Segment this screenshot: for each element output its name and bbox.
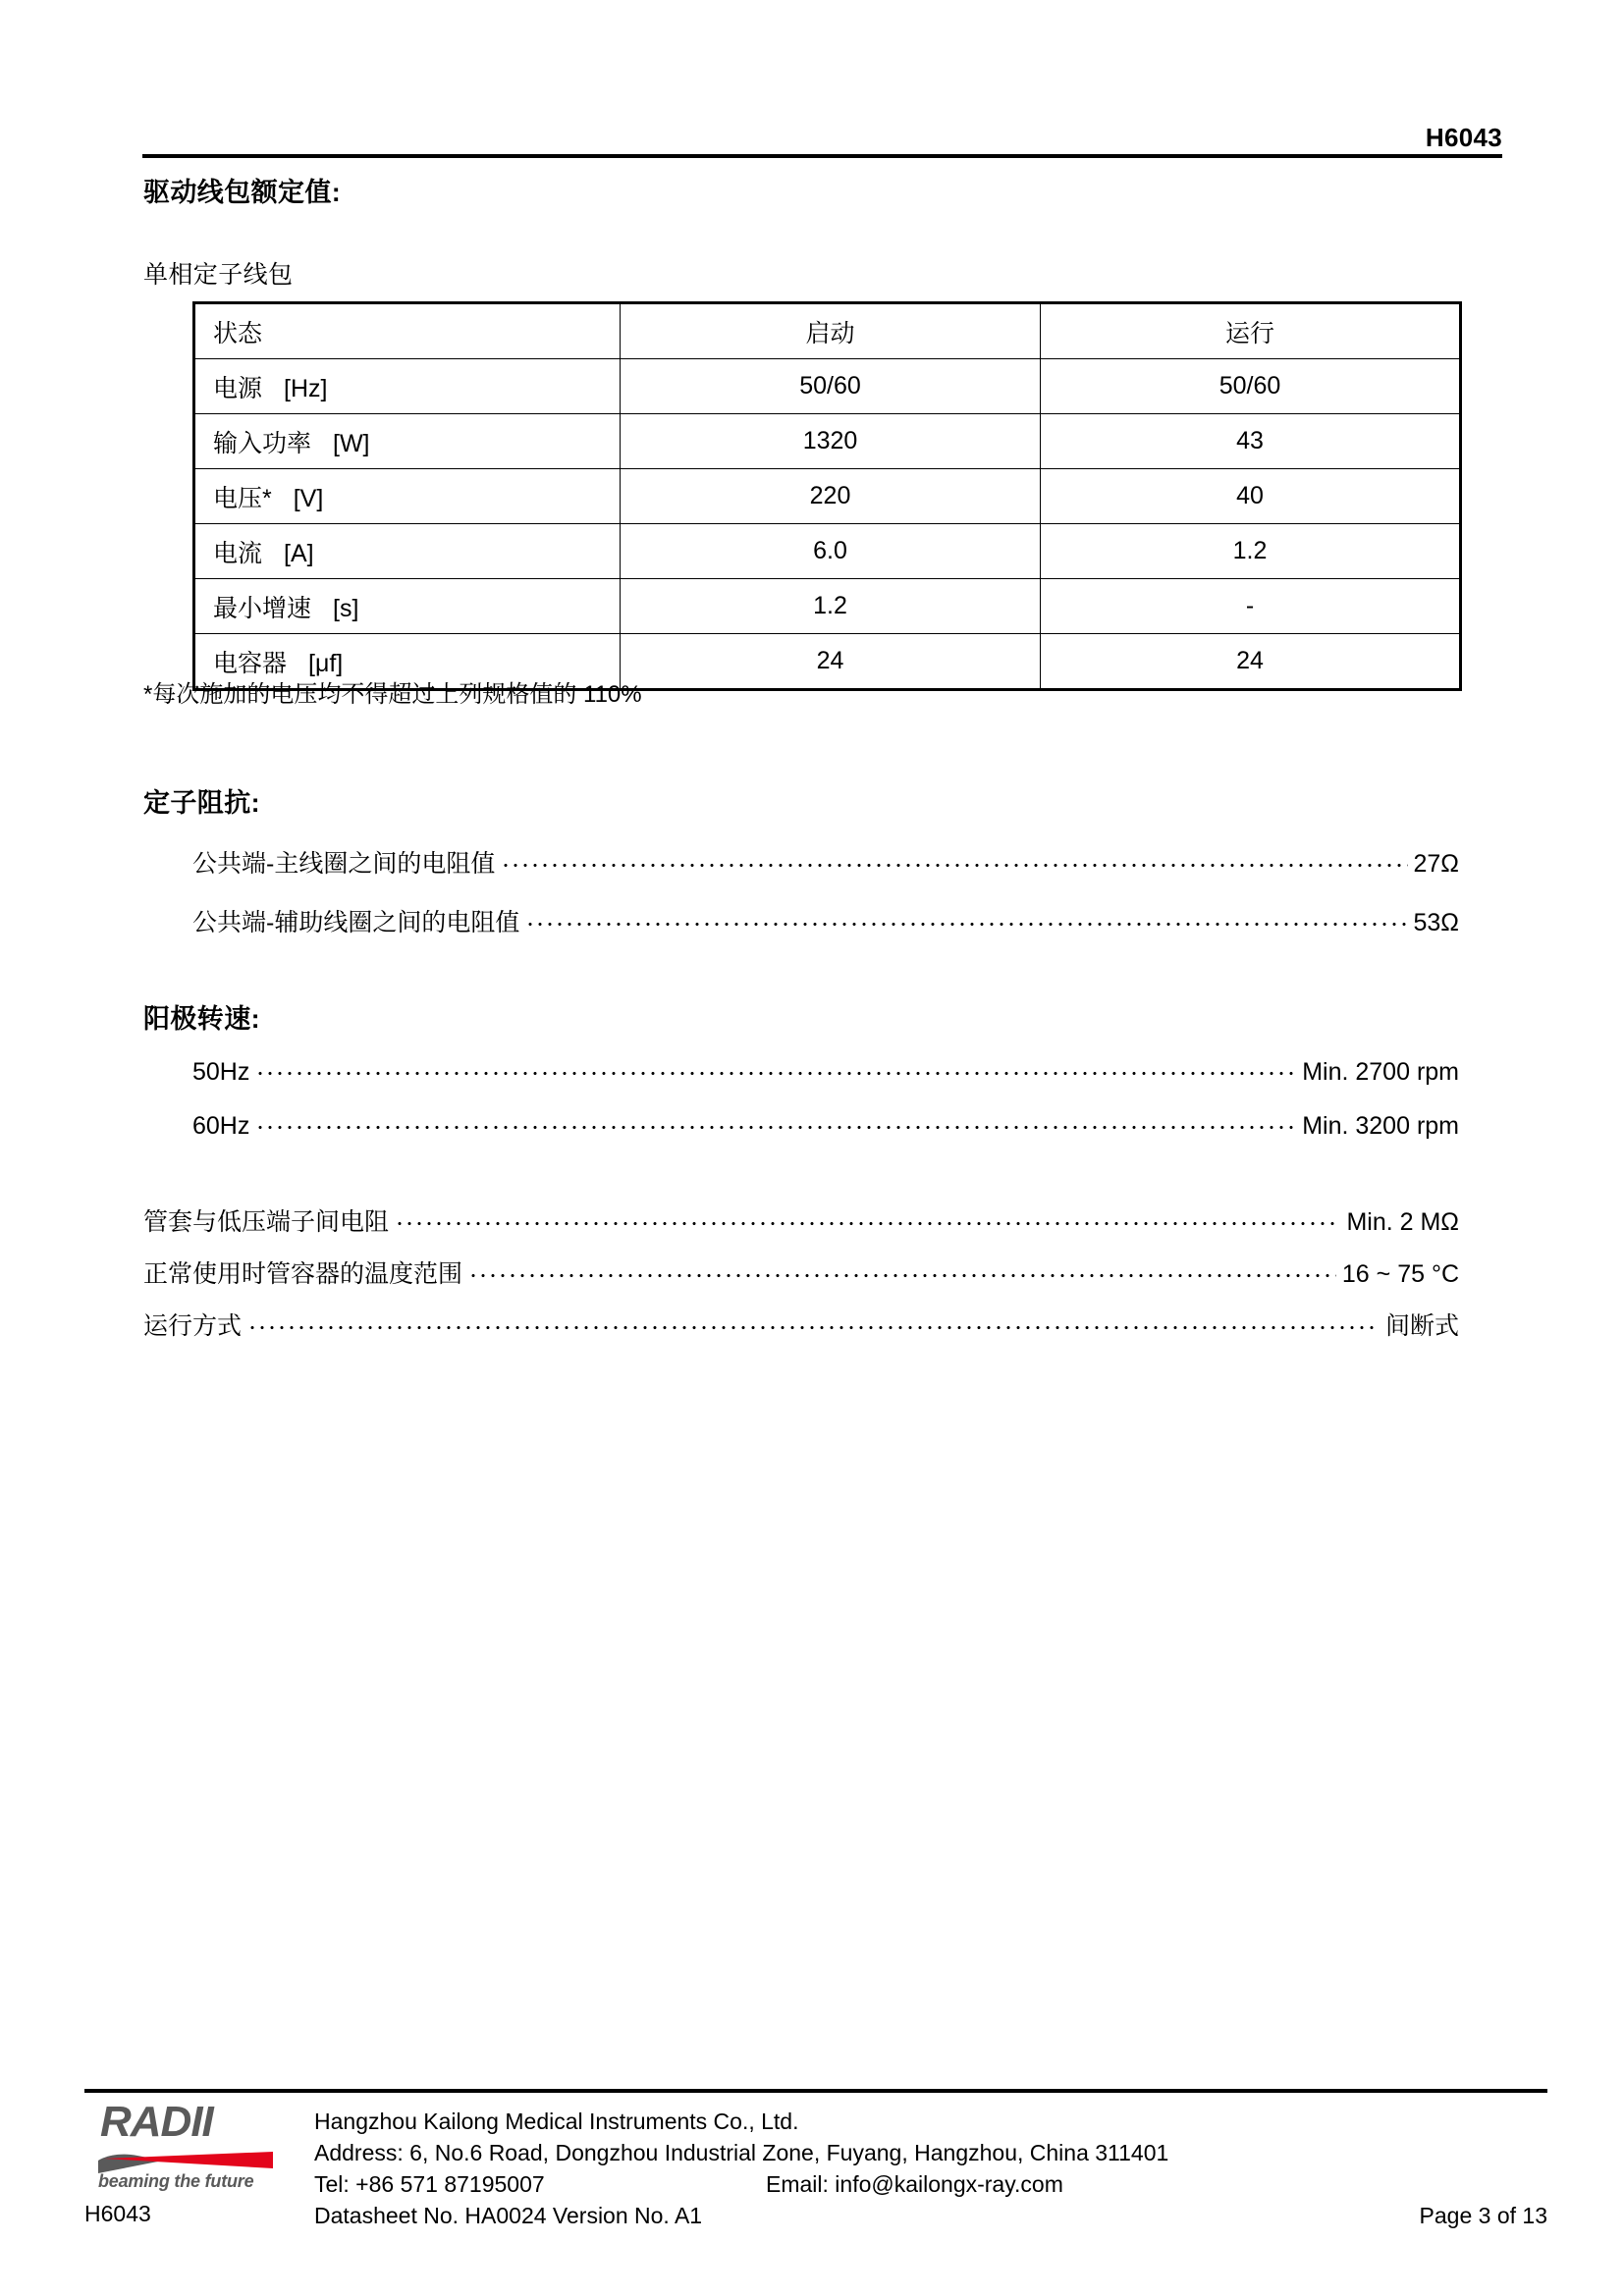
parameter-label: 最小增速	[213, 594, 312, 622]
table-cell-parameter	[194, 469, 621, 524]
spec-row-duty-mode	[143, 1307, 1459, 1342]
footer-company-name: Hangzhou Kailong Medical Instruments Co., Ltd.	[314, 2109, 799, 2134]
spec-value: 27Ω	[1413, 850, 1459, 878]
parameter-label: 电容器	[213, 649, 288, 677]
footer-page-number: Page 3 of 13	[1419, 2203, 1547, 2228]
table-cell-run-value: 1.2	[1041, 524, 1461, 579]
parameter-unit: [A]	[284, 539, 314, 567]
table-cell-run-value: -	[1041, 579, 1461, 634]
spec-row-temperature-range	[143, 1255, 1459, 1290]
table-header-cell: 运行	[1041, 303, 1461, 359]
spec-label: 50Hz	[192, 1058, 250, 1086]
table-row	[194, 414, 1461, 469]
section-title-anode-speed: 阳极转速:	[143, 1004, 260, 1034]
footer-address: Address: 6, No.6 Road, Dongzhou Industrial Zone, Fuyang, Hangzhou, China 311401	[314, 2140, 1169, 2165]
table-cell-parameter	[194, 579, 621, 634]
parameter-label: 电压*	[213, 484, 272, 512]
header-product-code: H6043	[1425, 123, 1502, 152]
spec-row-anode-speed-60hz	[192, 1109, 1459, 1141]
table-cell-start-value: 1320	[621, 414, 1041, 469]
spec-row-insulation-resistance	[143, 1202, 1459, 1238]
table-cell-start-value: 220	[621, 469, 1041, 524]
parameter-unit: [μf]	[308, 649, 344, 677]
stator-coil-spec-table	[192, 301, 1462, 691]
table-cell-run-value: 40	[1041, 469, 1461, 524]
table-cell-run-value: 24	[1041, 634, 1461, 690]
parameter-label: 输入功率	[213, 429, 312, 457]
parameter-unit: [s]	[333, 594, 359, 622]
leader-dots	[395, 1205, 1340, 1230]
table-cell-run-value: 43	[1041, 414, 1461, 469]
table-cell-parameter	[194, 414, 621, 469]
logo-swoosh-icon	[96, 2147, 275, 2174]
section-title-drive-rating: 驱动线包额定值:	[143, 178, 342, 207]
table-header-cell: 状态	[194, 303, 621, 359]
footer-divider-rule	[84, 2089, 1547, 2093]
table-row	[194, 524, 1461, 579]
footer-contact-line	[314, 2171, 1547, 2203]
label-single-phase-stator-coil: 单相定子线包	[143, 261, 294, 289]
spec-label: 管套与低压端子间电阻	[143, 1208, 390, 1236]
table-footnote: *每次施加的电压均不得超过上列规格值的 110%	[143, 681, 642, 708]
leader-dots	[247, 1309, 1380, 1334]
spec-label: 运行方式	[143, 1312, 243, 1340]
header-divider-rule	[142, 154, 1502, 158]
spec-label: 公共端-辅助线圈之间的电阻值	[192, 909, 520, 936]
spec-value: Min. 3200 rpm	[1302, 1112, 1459, 1140]
table-row	[194, 579, 1461, 634]
table-cell-start-value: 1.2	[621, 579, 1041, 634]
table-cell-parameter	[194, 524, 621, 579]
leader-dots	[468, 1257, 1336, 1282]
spec-label: 60Hz	[192, 1112, 250, 1140]
table-cell-start-value: 24	[621, 634, 1041, 690]
section-title-stator-impedance: 定子阻抗:	[143, 788, 260, 818]
leader-dots	[255, 1109, 1296, 1134]
table-cell-run-value: 50/60	[1041, 359, 1461, 414]
parameter-label: 电源	[213, 374, 263, 402]
radii-logo	[94, 2098, 279, 2191]
spec-label: 正常使用时管容器的温度范围	[143, 1260, 463, 1288]
spec-value: 16 ~ 75 °C	[1341, 1260, 1459, 1288]
leader-dots	[501, 847, 1407, 872]
table-header-cell: 启动	[621, 303, 1041, 359]
footer-datasheet-number: Datasheet No. HA0024 Version No. A1	[314, 2203, 703, 2228]
leader-dots	[255, 1055, 1296, 1080]
parameter-unit: [V]	[293, 484, 324, 512]
table-row	[194, 359, 1461, 414]
footer-datasheet-line	[314, 2203, 1547, 2234]
spec-value: 53Ω	[1413, 909, 1459, 936]
spec-value: Min. 2 MΩ	[1346, 1208, 1459, 1236]
spec-value: 间断式	[1384, 1312, 1459, 1340]
parameter-unit: [W]	[333, 429, 370, 457]
footer-email: Email: info@kailongx-ray.com	[766, 2171, 1063, 2197]
table-header-row	[194, 303, 1461, 359]
spec-row-main-coil-resistance	[192, 844, 1459, 880]
spec-value: Min. 2700 rpm	[1302, 1058, 1459, 1086]
logo-tagline: beaming the future	[98, 2171, 254, 2191]
footer-tel: Tel: +86 571 87195007	[314, 2171, 545, 2197]
table-row	[194, 469, 1461, 524]
table-cell-start-value: 50/60	[621, 359, 1041, 414]
spec-row-anode-speed-50hz	[192, 1055, 1459, 1087]
table-cell-start-value: 6.0	[621, 524, 1041, 579]
parameter-unit: [Hz]	[284, 374, 328, 402]
leader-dots	[525, 906, 1407, 931]
parameter-label: 电流	[213, 539, 263, 567]
footer-company-block	[314, 2109, 1547, 2234]
logo-wordmark: RADII	[100, 2098, 213, 2146]
spec-label: 公共端-主线圈之间的电阻值	[192, 850, 496, 878]
table-cell-parameter	[194, 359, 621, 414]
spec-row-auxiliary-coil-resistance	[192, 903, 1459, 938]
footer-product-code: H6043	[84, 2201, 151, 2226]
